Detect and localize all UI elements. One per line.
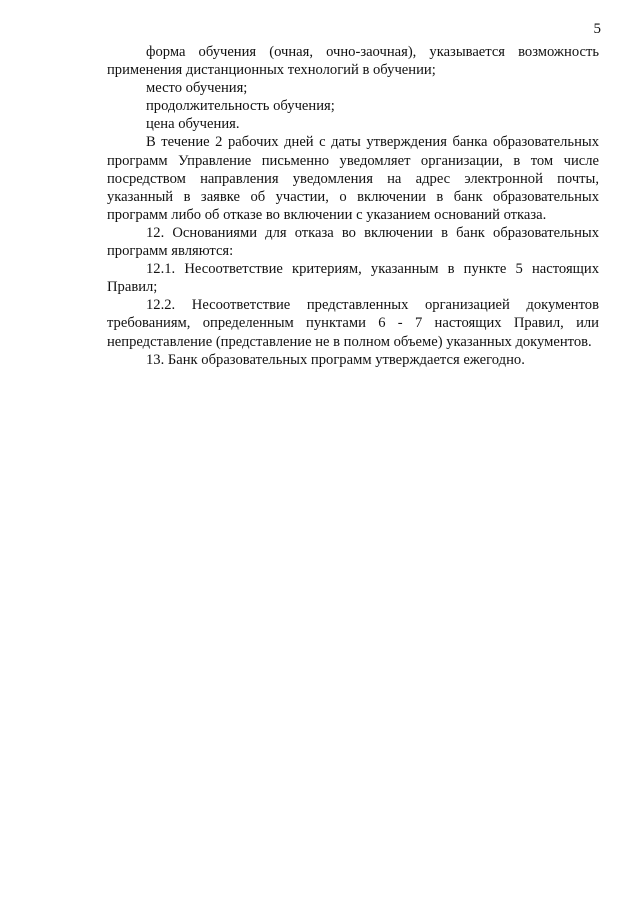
- paragraph-clause-12: 12. Основаниями для отказа во включении в банк образовательных программ являются:: [107, 224, 599, 260]
- paragraph-place-of-study: место обучения;: [146, 80, 248, 97]
- paragraph-form-of-study: форма обучения (очная, очно-заочная), указывается возможность применения дистанционных технологий в обучении;: [107, 44, 599, 79]
- paragraph-clause-12-1: 12.1. Несоответствие критериям, указанным в пункте 5 настоящих Правил;: [107, 261, 599, 296]
- paragraph-clause-12-2: 12.2. Несоответствие представленных организацией документов требованиям, определенным пунктами 6 - 7 настоящих Правил, или непредставление (представление не в полном объеме) указанных документов.: [107, 297, 599, 350]
- paragraph-price: цена обучения.: [146, 116, 240, 133]
- document-body: [107, 43, 599, 369]
- paragraph-duration: продолжительность обучения;: [146, 98, 335, 115]
- paragraph-notification: В течение 2 рабочих дней с даты утверждения банка образовательных программ Управление письменно уведомляет организации, в том числе посредством направления уведомления на адрес электронной почты, указанный в заявке об участии, о включении в банк образовательных программ либо об отказе во включении с указанием оснований отказа.: [107, 134, 599, 223]
- paragraph-clause-13: 13. Банк образовательных программ утверждается ежегодно.: [146, 351, 525, 368]
- page-number: 5: [593, 21, 601, 37]
